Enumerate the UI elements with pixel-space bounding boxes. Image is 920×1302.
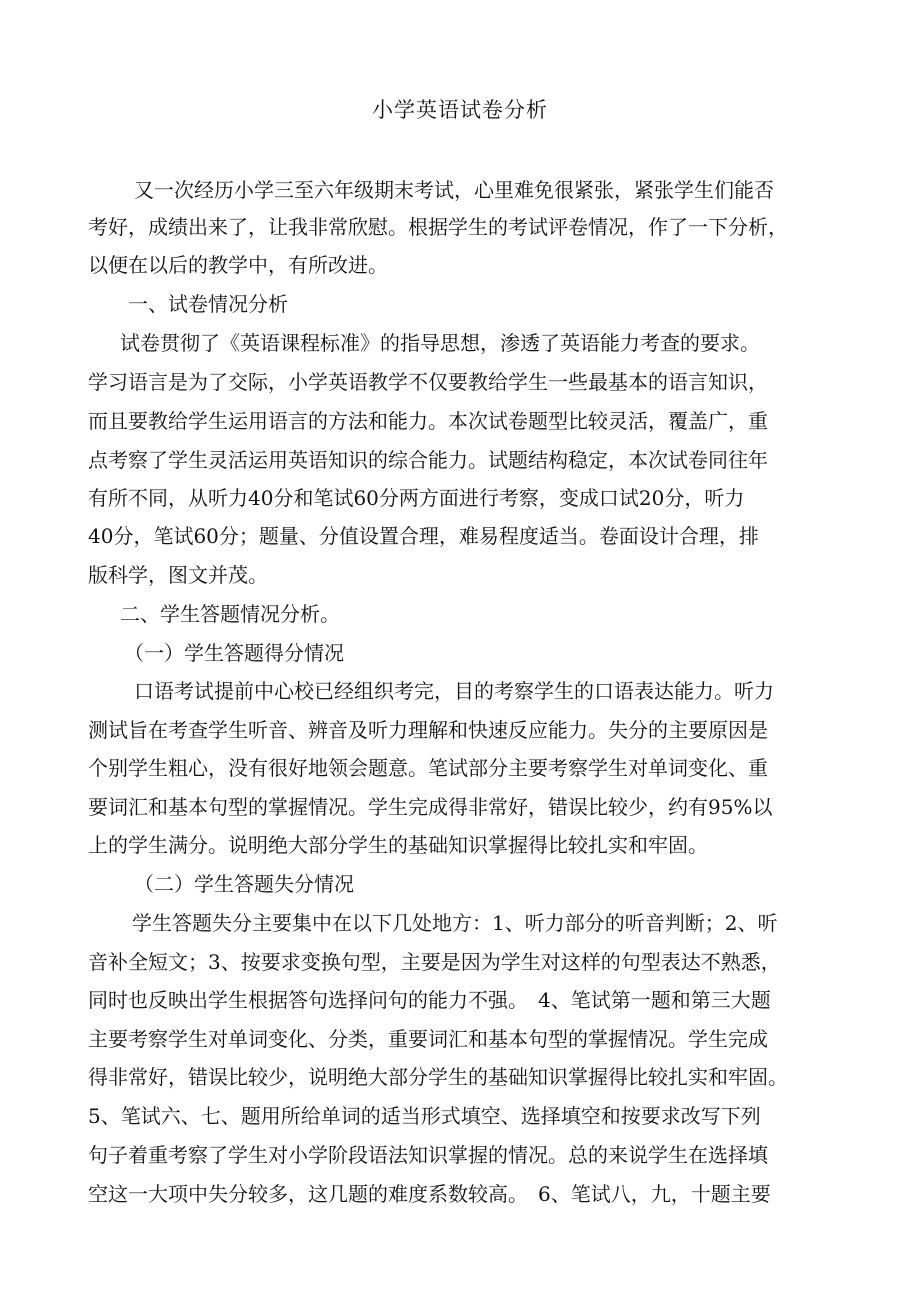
subsection-heading: （一）学生答题得分情况 [124,641,344,665]
document-title: 小学英语试卷分析 [372,98,548,122]
text-line: 得非常好，错误比较少，说明绝大部分学生的基础知识掌握得比较扎实和牢固。 [88,1065,788,1089]
text-line: 要词汇和基本句型的掌握情况。学生完成得非常好，错误比较少，约有95%以 [88,795,773,819]
section-heading: 二、学生答题情况分析。 [120,602,340,626]
text-line: 口语考试提前中心校已经组织考完，目的考察学生的口语表达能力。听力 [134,679,774,703]
text-line: 空这一大项中失分较多，这几题的难度系数较高。 6、笔试八，九，十题主要 [88,1182,771,1206]
text-line: 以便在以后的教学中，有所改进。 [88,253,388,277]
subsection-heading: （二）学生答题失分情况 [134,872,354,896]
text-line: 40分，笔试60分；题量、分值设置合理，难易程度适当。卷面设计合理，排 [88,524,759,548]
text-line: 句子着重考察了学生对小学阶段语法知识掌握的情况。总的来说学生在选择填 [88,1143,768,1167]
text-line: 点考察了学生灵活运用英语知识的综合能力。试题结构稳定，本次试卷同往年 [88,448,768,472]
text-line: 试卷贯彻了《英语课程标准》的指导思想，渗透了英语能力考查的要求。 [120,331,760,355]
text-line: 版科学，图文并茂。 [88,563,268,587]
text-line: 测试旨在考查学生听音、辨音及听力理解和快速反应能力。失分的主要原因是 [88,718,768,742]
text-line: 音补全短文；3、按要求变换句型，主要是因为学生对这样的句型表达不熟悉， [88,950,781,974]
section-heading: 一、试卷情况分析 [128,292,288,316]
text-line: 同时也反映出学生根据答句选择问句的能力不强。 4、笔试第一题和第三大题 [88,988,771,1012]
text-line: 主要考察学生对单词变化、分类，重要词汇和基本句型的掌握情况。学生完成 [88,1027,768,1051]
text-line: 有所不同，从听力40分和笔试60分两方面进行考察，变成口试20分，听力 [88,486,745,510]
text-line: 学生答题失分主要集中在以下几处地方：1、听力部分的听音判断；2、听 [132,911,778,935]
text-line: 考好，成绩出来了，让我非常欣慰。根据学生的考试评卷情况，作了一下分析， [88,215,788,239]
text-line: 又一次经历小学三至六年级期末考试，心里难免很紧张，紧张学生们能否 [134,178,774,202]
text-line: 学习语言是为了交际，小学英语教学不仅要教给学生一些最基本的语言知识， [88,370,768,394]
text-line: 个别学生粗心，没有很好地领会题意。笔试部分主要考察学生对单词变化、重 [88,756,768,780]
text-line: 而且要教给学生运用语言的方法和能力。本次试卷题型比较灵活，覆盖广，重 [88,409,768,433]
text-line: 上的学生满分。说明绝大部分学生的基础知识掌握得比较扎实和牢固。 [88,833,708,857]
text-line: 5、笔试六、七、题用所给单词的适当形式填空、选择填空和按要求改写下列 [88,1104,761,1128]
